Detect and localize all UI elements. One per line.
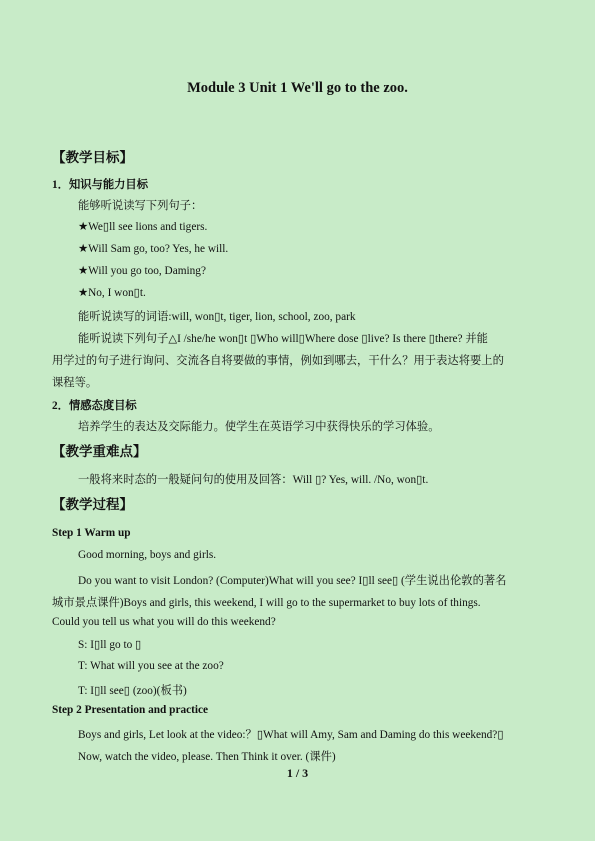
section-heading-goals: 【教学目标】 xyxy=(52,150,133,165)
process-line: Do you want to visit London? (Computer)What will you see? I▯ll see▯ (学生说出伦敦的著名 xyxy=(78,575,507,587)
goal-line: 培养学生的表达及交际能力。使学生在英语学习中获得快乐的学习体验。 xyxy=(78,421,440,433)
goal-line: ★Will you go too, Daming? xyxy=(78,265,206,277)
goal-line: 课程等。 xyxy=(52,377,98,389)
goal-line: 能听说读下列句子△I /she/he won▯t ▯Who will▯Where dose ▯live? Is there ▯there? 并能 xyxy=(78,333,488,345)
process-line: S: I▯ll go to ▯ xyxy=(78,639,142,651)
subheading-knowledge: 1．知识与能力目标 xyxy=(52,179,149,191)
keypoint-line: 一般将来时态的一般疑问句的使用及回答：Will ▯? Yes, will. /No, won▯t. xyxy=(78,474,429,486)
goal-line: ★No, I won▯t. xyxy=(78,287,146,299)
process-line: 城市景点课件)Boys and girls, this weekend, I will go to the supermarket to buy lots of things. xyxy=(52,597,481,609)
process-line: T: I▯ll see▯ (zoo)(板书) xyxy=(78,685,187,697)
process-line: Could you tell us what you will do this weekend? xyxy=(52,616,276,628)
document-title: Module 3 Unit 1 We'll go to the zoo. xyxy=(187,80,408,96)
step-heading: Step 1 Warm up xyxy=(52,527,131,539)
goal-line: 能够听说读写下列句子： xyxy=(78,200,203,212)
goal-line: ★Will Sam go, too? Yes, he will. xyxy=(78,243,229,255)
subheading-attitude: 2．情感态度目标 xyxy=(52,400,137,412)
step-heading: Step 2 Presentation and practice xyxy=(52,704,209,716)
goal-line: ★We▯ll see lions and tigers. xyxy=(78,221,208,233)
process-line: Good morning, boys and girls. xyxy=(78,549,217,561)
goal-line: 能听说读写的词语:will, won▯t, tiger, lion, school, zoo, park xyxy=(78,311,356,323)
process-line: T: What will you see at the zoo? xyxy=(78,660,224,672)
process-line: Boys and girls, Let look at the video:？▯What will Amy, Sam and Daming do this weekend?▯ xyxy=(78,729,504,741)
section-heading-keypoints: 【教学重难点】 xyxy=(52,444,147,459)
section-heading-process: 【教学过程】 xyxy=(52,497,133,512)
goal-line: 用学过的句子进行询问、交流各自将要做的事情，例如到哪去，干什么？用于表达将要上的 xyxy=(52,355,504,367)
page-number: 1 / 3 xyxy=(286,766,309,780)
process-line: Now, watch the video, please. Then Think it over. (课件) xyxy=(78,751,336,763)
